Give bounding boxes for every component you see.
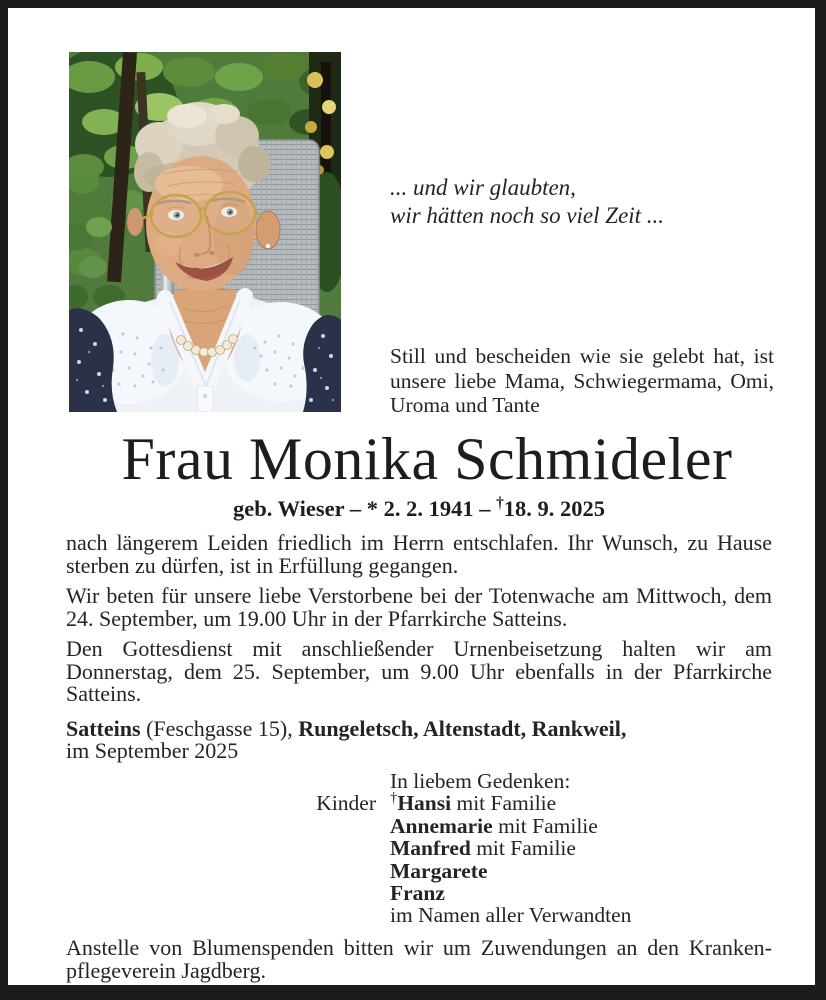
portrait-photo — [69, 52, 341, 412]
paragraph-totenwache: Wir beten für unsere liebe Verstorbene bei der Totenwache am Mittwoch, dem 24. September, um 19.00 Uhr in der Pfarrkirche Satteins. — [66, 583, 772, 631]
entry-name: Hansi — [397, 791, 452, 816]
paragraph-passing: nach längerem Leiden friedlich im Herrn entschlafen. Ihr Wunsch, zu Hause sterben zu dürfen, ist in Erfüllung gegangen. — [66, 530, 772, 578]
memorial-heading: In liebem Gedenken: — [390, 769, 571, 793]
location-others: Rungeletsch, Altenstadt, Rankweil, — [298, 715, 627, 741]
memorial-entry — [390, 860, 772, 882]
life-dates — [66, 496, 772, 522]
memorial-entry — [390, 882, 772, 904]
memorial-section — [66, 770, 772, 927]
entry-name: Annemarie — [390, 813, 493, 838]
donation-note — [66, 936, 772, 982]
memorial-quote — [390, 174, 780, 230]
birth-name-and-date: geb. Wieser – * 2. 2. 1941 – — [232, 496, 497, 521]
paragraph-gottesdienst: Den Gottesdienst mit anschließender Urnenbeisetzung halten wir am Donnerstag, dem 25. September, um 9.00 Uhr ebenfalls in der Pfarrkirche Satteins. — [66, 636, 772, 706]
memorial-closing: im Namen aller Verwandten — [390, 903, 632, 928]
donation-line-2: pflegeverein Jagdberg. — [66, 958, 266, 983]
dateline: im September 2025 — [66, 738, 239, 763]
entry-name: Margarete — [390, 858, 488, 883]
memorial-entry — [390, 837, 772, 859]
intro-text: Still und bescheiden wie sie gelebt hat, ist unsere liebe Mama, Schwiegermama, Omi, Uroma und Tante — [390, 344, 774, 417]
announcement-text — [66, 532, 772, 763]
entry-suffix: mit Familie — [470, 836, 576, 861]
entry-name: Manfred — [390, 836, 471, 861]
entry-suffix: mit Familie — [451, 791, 557, 816]
location-address: (Feschgasse 15), — [140, 715, 299, 741]
donation-line-1: Anstelle von Blumenspenden bitten wir um Zuwendungen an den Kranken- — [66, 935, 772, 960]
death-cross-symbol: † — [496, 494, 504, 512]
entry-suffix: mit Familie — [492, 813, 598, 838]
locations-line — [66, 715, 772, 741]
memorial-entry — [390, 815, 772, 837]
memorial-entry — [390, 792, 772, 814]
quote-line-1: ... und wir glaubten, — [390, 175, 576, 200]
photo-blouse — [69, 290, 341, 412]
location-primary: Satteins — [66, 715, 141, 741]
quote-line-2: wir hätten noch so viel Zeit ... — [390, 203, 665, 228]
deceased-name: Frau Monika Schmideler — [121, 426, 733, 492]
memorial-relation-label: Kinder — [316, 791, 376, 816]
entry-dagger: † — [390, 790, 398, 807]
entry-name: Franz — [390, 881, 445, 906]
death-date: 18. 9. 2025 — [503, 496, 606, 521]
memorial-column — [390, 770, 772, 927]
